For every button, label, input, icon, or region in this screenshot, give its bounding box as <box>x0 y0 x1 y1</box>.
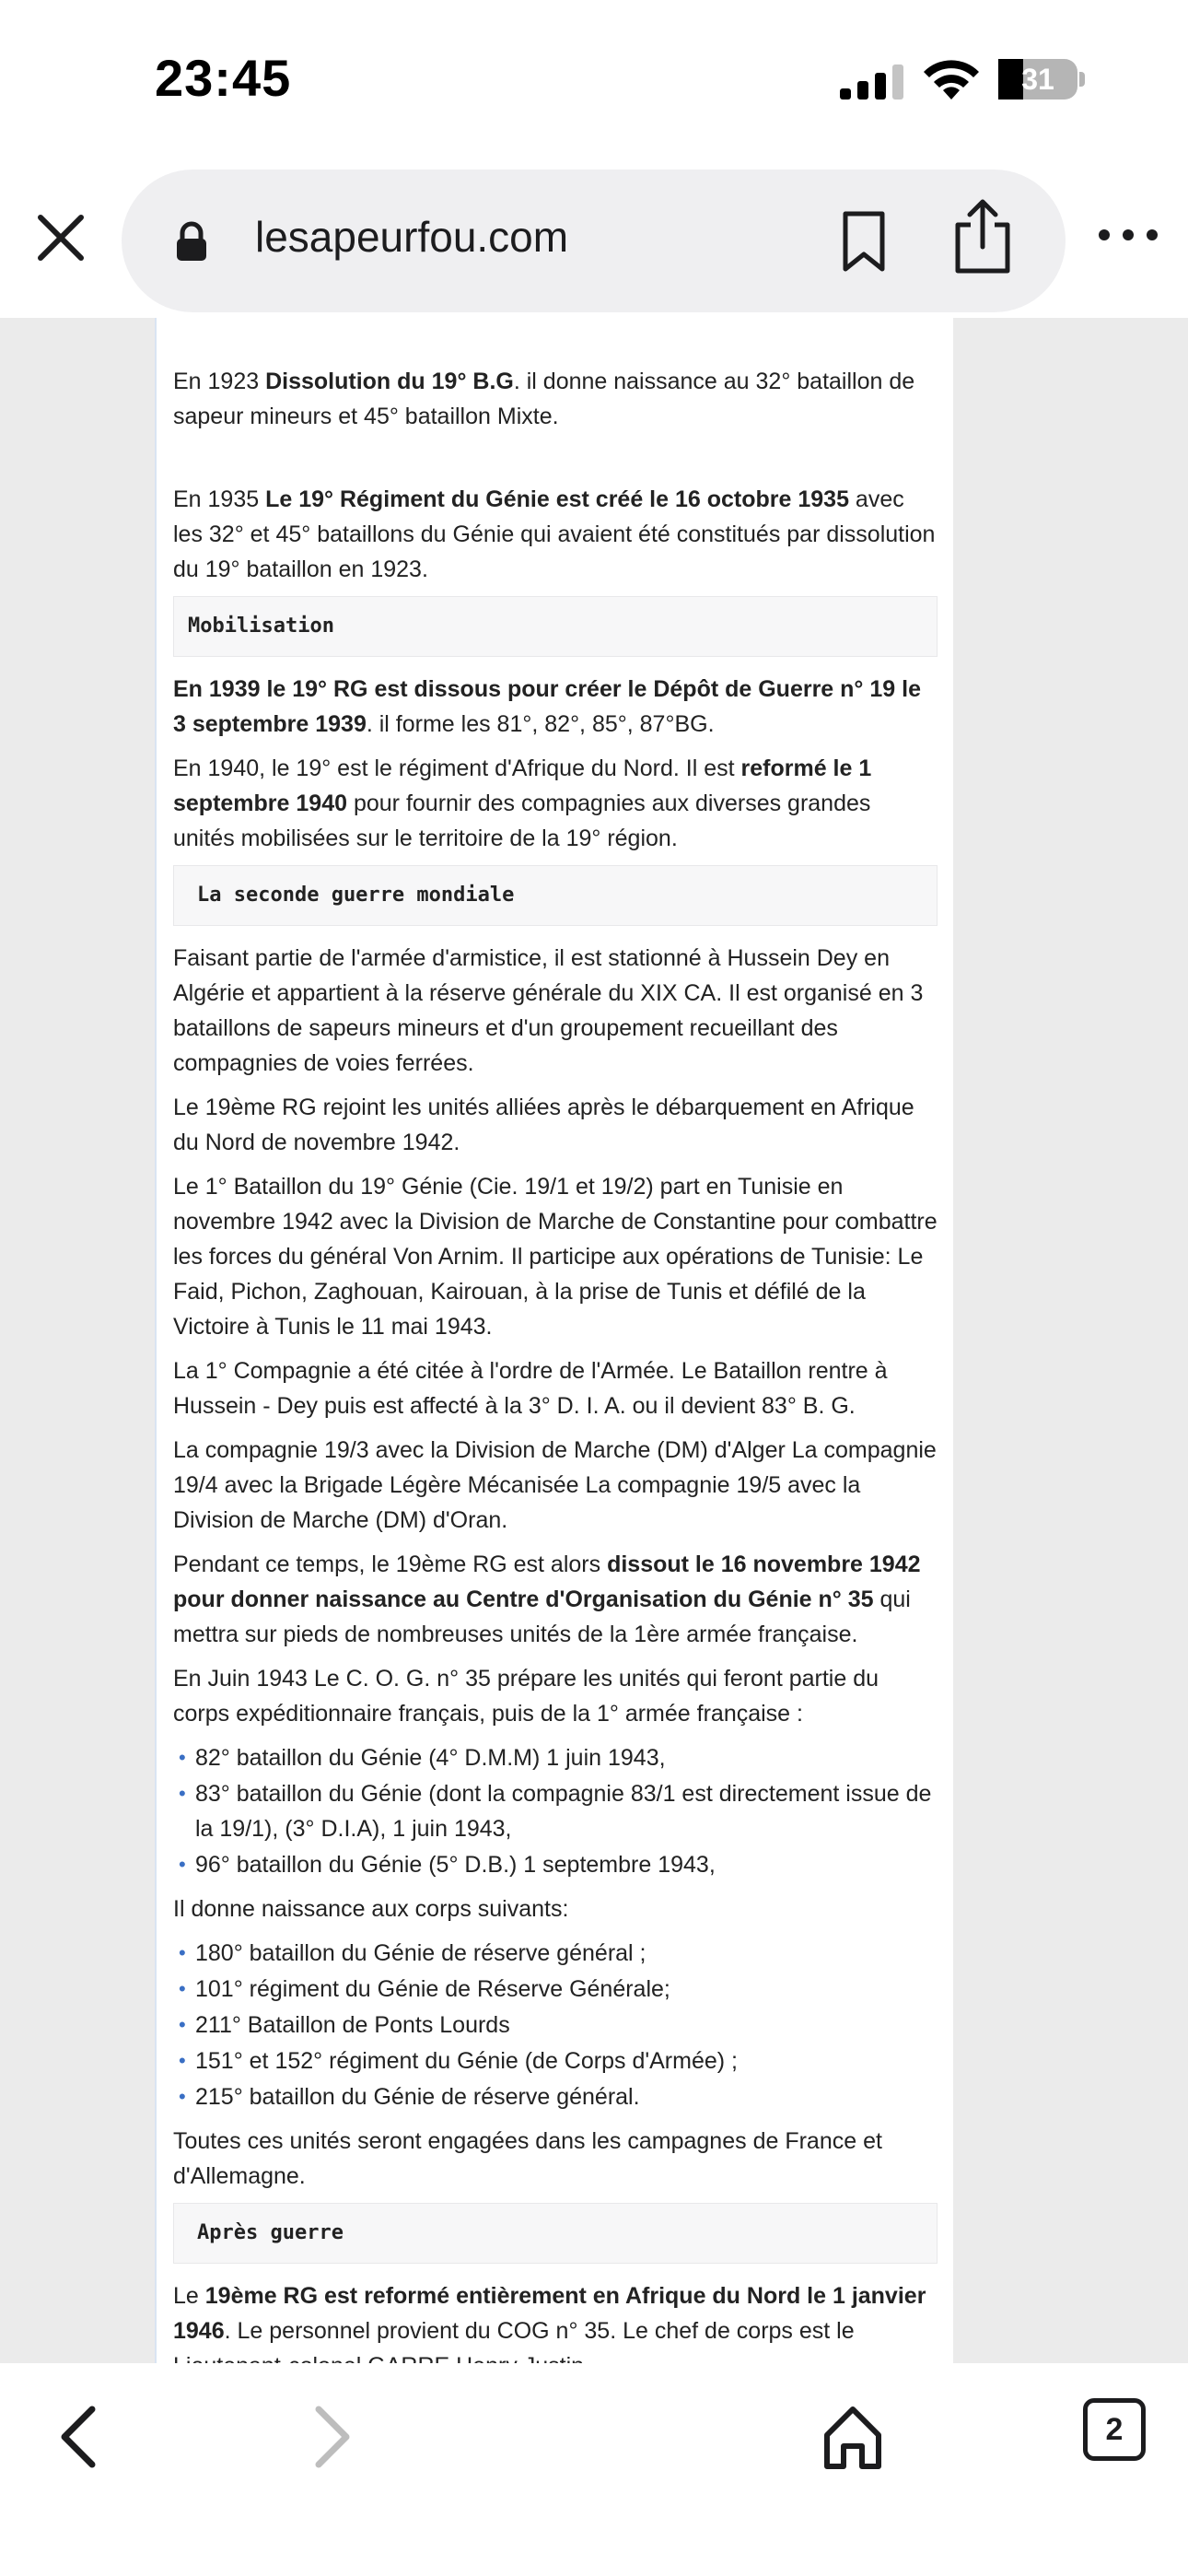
back-icon[interactable] <box>52 2400 107 2474</box>
cellular-signal-icon <box>840 64 904 100</box>
browser-toolbar <box>0 157 1188 318</box>
paragraph: En Juin 1943 Le C. O. G. n° 35 prépare les unités qui feront partie du corps expéditionnaire français, puis de la 1° armée française : <box>173 1666 879 1727</box>
battery-percent: 31 <box>1021 63 1054 96</box>
paragraph: En 1940, le 19° est le régiment d'Afrique du Nord. Il est reformé le 1 septembre 1940 pour fournir des compagnies aux diverses grandes unités mobilisées sur le territoire de la 19° région. <box>173 755 872 851</box>
paragraph: En 1935 Le 19° Régiment du Génie est créé le 16 octobre 1935 avec les 32° et 45° bataillons du Génie qui avaient été constitués par dissolution du 19° bataillon en 1923. <box>173 486 936 582</box>
close-icon[interactable] <box>28 205 94 271</box>
paragraph: Toutes ces unités seront engagées dans les campagnes de France et d'Allemagne. <box>173 2128 882 2189</box>
web-page <box>0 318 1188 2363</box>
status-time: 23:45 <box>155 49 292 107</box>
battery-icon <box>998 59 1077 100</box>
list-item: • 96° bataillon du Génie (5° D.B.) 1 septembre 1943, <box>173 1847 938 1882</box>
home-icon[interactable] <box>820 2400 886 2474</box>
list-item: • 211° Bataillon de Ponts Lourds <box>173 2008 938 2043</box>
more-icon[interactable] <box>1096 221 1160 249</box>
url-text[interactable]: lesapeurfou.com <box>255 213 569 261</box>
paragraph: En 1923 Dissolution du 19° B.G. il donne naissance au 32° bataillon de sapeur mineurs et 45° bataillon Mixte. <box>173 369 915 429</box>
forward-icon[interactable] <box>304 2400 359 2474</box>
section-heading-seconde-guerre: La seconde guerre mondiale <box>173 865 938 926</box>
address-bar[interactable] <box>122 170 1066 312</box>
paragraph: Faisant partie de l'armée d'armistice, il est stationné à Hussein Dey en Algérie et appartient à la réserve générale du XIX CA. Il est organisé en 3 bataillons de sapeurs mineurs et d'un groupement recueillant des compagnies de voies ferrées. <box>173 945 924 1076</box>
paragraph: La compagnie 19/3 avec la Division de Marche (DM) d'Alger La compagnie 19/4 avec la Brigade Légère Mécanisée La compagnie 19/5 avec la Division de Marche (DM) d'Oran. <box>173 1437 937 1533</box>
paragraph: Le 19ème RG est reformé entièrement en Afrique du Nord le 1 janvier 1946. Le personnel provient du COG n° 35. Le chef de corps est le <box>173 2283 926 2344</box>
list-item: • 215° bataillon du Génie de réserve général. <box>173 2079 938 2114</box>
browser-bottom-bar <box>0 2363 1188 2576</box>
list-item: • 101° régiment du Génie de Réserve Générale; <box>173 1972 938 2007</box>
share-icon[interactable] <box>950 197 1015 275</box>
article-content <box>173 364 938 2468</box>
list-item: • 151° et 152° régiment du Génie (de Corps d'Armée) ; <box>173 2043 938 2078</box>
list-item: • 83° bataillon du Génie (dont la compagnie 83/1 est directement issue de la 19/1), (3° D.I.A), 1 juin 1943, <box>173 1776 938 1846</box>
bookmark-icon[interactable] <box>838 210 890 273</box>
paragraph: En 1939 le 19° RG est dissous pour créer le Dépôt de Guerre n° 19 le 3 septembre 1939. il forme les 81°, 82°, 85°, 87°BG. <box>173 676 921 737</box>
units-list-1943 <box>173 1740 938 1882</box>
article-column <box>155 318 953 2363</box>
list-item: • 82° bataillon du Génie (4° D.M.M) 1 juin 1943, <box>173 1740 938 1775</box>
battery-tip <box>1079 72 1085 87</box>
wifi-icon <box>921 57 982 101</box>
list-item: • 180° bataillon du Génie de réserve général ; <box>173 1936 938 1971</box>
status-bar <box>0 0 1188 157</box>
paragraph: Le 1° Bataillon du 19° Génie (Cie. 19/1 et 19/2) part en Tunisie en novembre 1942 avec la Division de Marche de Constantine pour combattre les forces du général Von Arnim. Il participe aux opérations de Tunisie: Le Faid, Pichon, Zaghouan, Kairouan, à la prise de Tunis et défilé de la Victoire à Tunis le 11 mai 1943. <box>173 1174 938 1340</box>
section-heading-mobilisation: Mobilisation <box>173 596 938 657</box>
tabs-icon[interactable]: 2 <box>1083 2398 1146 2461</box>
paragraph: La 1° Compagnie a été citée à l'ordre de l'Armée. Le Bataillon rentre à Hussein - Dey puis est affecté à la 3° D. I. A. ou il devient 83° B. G. <box>173 1358 888 1419</box>
section-heading-apres-guerre: Après guerre <box>173 2203 938 2264</box>
paragraph: Le 19ème RG rejoint les unités alliées après le débarquement en Afrique du Nord de novembre 1942. <box>173 1095 914 1155</box>
paragraph: Il donne naissance aux corps suivants: <box>173 1896 569 1922</box>
lock-icon <box>175 221 208 262</box>
corps-list <box>173 1936 938 2114</box>
paragraph: Pendant ce temps, le 19ème RG est alors dissout le 16 novembre 1942 pour donner naissance au Centre d'Organisation du Génie n° 35 qui mettra sur pieds de nombreuses unités de la 1ère armée française. <box>173 1551 921 1647</box>
